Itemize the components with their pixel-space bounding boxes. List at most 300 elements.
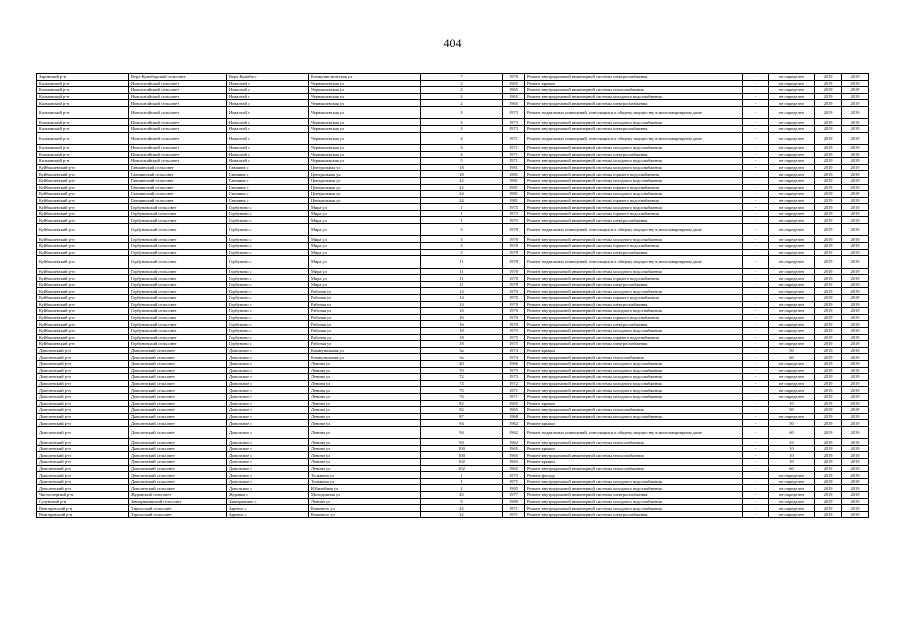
end-year-cell: 2019 <box>842 256 869 268</box>
street-cell: Мира ул <box>309 224 421 236</box>
street-cell: Ленина ул <box>309 465 421 472</box>
district-cell: Доволенский р-н <box>37 439 129 446</box>
street-cell: Ленина ул <box>309 407 421 414</box>
start-year-cell: 2019 <box>815 393 842 400</box>
house-number-cell: 2 <box>421 485 503 492</box>
year-cell: 1971 <box>503 505 525 512</box>
amount-cell: не определен <box>769 288 815 295</box>
council-cell: Горбуновский сельсовет <box>129 236 227 243</box>
start-year-cell: 2019 <box>815 236 842 243</box>
council-cell: Журавский сельсовет <box>129 492 227 499</box>
dash-cell: - <box>743 151 769 158</box>
council-cell: Новоалтайский сельсовет <box>129 80 227 87</box>
district-cell: Венгеровский р-н <box>37 511 129 518</box>
district-cell: Доволенский р-н <box>37 367 129 374</box>
start-year-cell: 2019 <box>815 210 842 217</box>
settlement-cell: Новалтай с <box>227 144 309 151</box>
council-cell: Доволенский сельсовет <box>129 354 227 361</box>
district-cell: Доволенский р-н <box>37 465 129 472</box>
dash-cell: - <box>743 184 769 191</box>
house-number-cell: 3 <box>421 106 503 118</box>
dash-cell: - <box>743 511 769 518</box>
settlement-cell: Гавшина с <box>227 171 309 178</box>
start-year-cell: 2019 <box>815 74 842 81</box>
start-year-cell: 2019 <box>815 308 842 315</box>
district-cell: Калманский р-н <box>37 158 129 165</box>
dash-cell: - <box>743 87 769 94</box>
district-cell: Куйбышевский р-н <box>37 171 129 178</box>
dash-cell: - <box>743 327 769 334</box>
amount-cell: не определен <box>769 236 815 243</box>
house-number-cell: 7 <box>421 74 503 81</box>
start-year-cell: 2019 <box>815 374 842 381</box>
work-type-cell: Ремонт внутридомовой инженерной системы холодного водоснабжения <box>525 393 743 400</box>
house-number-cell: 100 <box>421 452 503 459</box>
settlement-cell: Горбуново с <box>227 210 309 217</box>
amount-cell: 55 <box>769 439 815 446</box>
street-cell: Рабочая ул <box>309 288 421 295</box>
house-number-cell: 18 <box>421 171 503 178</box>
start-year-cell: 2019 <box>815 347 842 354</box>
start-year-cell: 2019 <box>815 321 842 328</box>
street-cell: Ленина ул <box>309 420 421 427</box>
district-cell: Доволенский р-н <box>37 360 129 367</box>
settlement-cell: Довольное с <box>227 485 309 492</box>
amount-cell: не определен <box>769 314 815 321</box>
start-year-cell: 2019 <box>815 268 842 275</box>
end-year-cell: 2019 <box>842 151 869 158</box>
street-cell: Центральная ул <box>309 171 421 178</box>
settlement-cell: Гавшина с <box>227 197 309 204</box>
street-cell: Чернышевская ул <box>309 106 421 118</box>
house-number-cell: 94 <box>421 420 503 427</box>
start-year-cell: 2019 <box>815 158 842 165</box>
amount-cell: не определен <box>769 327 815 334</box>
work-type-cell: Ремонт внутридомовой инженерной системы теплоснабжения <box>525 87 743 94</box>
start-year-cell: 2019 <box>815 354 842 361</box>
year-cell: 1970 <box>503 308 525 315</box>
year-cell: 1973 <box>503 374 525 381</box>
end-year-cell: 2019 <box>842 374 869 381</box>
work-type-cell: Ремонт внутридомовой инженерной системы горячего водоснабжения <box>525 197 743 204</box>
year-cell: 1965 <box>503 465 525 472</box>
district-cell: Куйбышевский р-н <box>37 177 129 184</box>
work-type-cell: Ремонт внутридомовой инженерной системы холодного водоснабжения <box>525 308 743 315</box>
amount-cell: не определен <box>769 144 815 151</box>
end-year-cell: 2019 <box>842 210 869 217</box>
start-year-cell: 2019 <box>815 295 842 302</box>
amount-cell: не определен <box>769 224 815 236</box>
street-cell: Ленина ул <box>309 393 421 400</box>
settlement-cell: Новалтай с <box>227 80 309 87</box>
end-year-cell: 2019 <box>842 413 869 420</box>
council-cell: Горбуновский сельсовет <box>129 281 227 288</box>
work-type-cell: Ремонт внутридомовой инженерной системы электроснабжения <box>525 125 743 132</box>
district-cell: Калманский р-н <box>37 93 129 100</box>
end-year-cell: 2019 <box>842 74 869 81</box>
amount-cell: не определен <box>769 217 815 224</box>
house-number-cell: 102 <box>421 465 503 472</box>
work-type-cell: Ремонт внутридомовой инженерной системы холодного водоснабжения <box>525 498 743 505</box>
work-type-cell: Ремонт подвальных помещений, относящихся к общему имуществу в многоквартирном доме <box>525 426 743 438</box>
end-year-cell: 2019 <box>842 321 869 328</box>
district-cell: Куйбышевский р-н <box>37 236 129 243</box>
house-number-cell: 102 <box>421 459 503 466</box>
settlement-cell: Новалтай с <box>227 132 309 144</box>
street-cell: Молодежная ул <box>309 492 421 499</box>
settlement-cell: Гавшина с <box>227 164 309 171</box>
table-row <box>37 439 869 446</box>
end-year-cell: 2019 <box>842 164 869 171</box>
year-cell: 1962 <box>503 426 525 438</box>
end-year-cell: 2019 <box>842 334 869 341</box>
work-type-cell: Ремонт внутридомовой инженерной системы электроснабжения <box>525 74 743 81</box>
council-cell: Гавшинский сельсовет <box>129 177 227 184</box>
council-cell: Горбуновский сельсовет <box>129 327 227 334</box>
house-number-cell: 2 <box>421 93 503 100</box>
house-number-cell: 16 <box>421 321 503 328</box>
street-cell: Мира ул <box>309 210 421 217</box>
dash-cell: - <box>743 236 769 243</box>
district-cell: Куйбышевский р-н <box>37 197 129 204</box>
amount-cell: не определен <box>769 472 815 479</box>
table-row <box>37 224 869 236</box>
work-type-cell: Ремонт внутридомовой инженерной системы холодного водоснабжения <box>525 327 743 334</box>
end-year-cell: 2019 <box>842 341 869 348</box>
street-cell: Мира ул <box>309 256 421 268</box>
house-number-cell: 4 <box>421 151 503 158</box>
start-year-cell: 2019 <box>815 144 842 151</box>
work-type-cell: Ремонт крыши <box>525 400 743 407</box>
year-cell: 1975 <box>503 217 525 224</box>
amount-cell: 10 <box>769 452 815 459</box>
district-cell: Куйбышевский р-н <box>37 301 129 308</box>
start-year-cell: 2019 <box>815 100 842 107</box>
dash-cell: - <box>743 387 769 394</box>
street-cell: Ленина ул <box>309 459 421 466</box>
council-cell: Доволенский сельсовет <box>129 393 227 400</box>
council-cell: Доволенский сельсовет <box>129 367 227 374</box>
district-cell: Доволенский р-н <box>37 426 129 438</box>
council-cell: Доволенский сельсовет <box>129 445 227 452</box>
house-number-cell: 24 <box>421 197 503 204</box>
dash-cell: - <box>743 485 769 492</box>
year-cell: 1965 <box>503 407 525 414</box>
amount-cell: не определен <box>769 106 815 118</box>
year-cell: 1975 <box>503 472 525 479</box>
dash-cell: - <box>743 439 769 446</box>
work-type-cell: Ремонт внутридомовой инженерной системы теплоснабжения <box>525 354 743 361</box>
dash-cell: - <box>743 171 769 178</box>
table-row <box>37 275 869 282</box>
street-cell: Рабочая ул <box>309 308 421 315</box>
dash-cell: - <box>743 288 769 295</box>
end-year-cell: 2019 <box>842 393 869 400</box>
house-number-cell: 3 <box>421 224 503 236</box>
work-type-cell: Ремонт внутридомовой инженерной системы холодного водоснабжения <box>525 413 743 420</box>
district-cell: Калманский р-н <box>37 87 129 94</box>
end-year-cell: 2019 <box>842 327 869 334</box>
table-row <box>37 393 869 400</box>
amount-cell: не определен <box>769 498 815 505</box>
council-cell: Горбуновский сельсовет <box>129 204 227 211</box>
year-cell: 1970 <box>503 301 525 308</box>
dash-cell: - <box>743 321 769 328</box>
settlement-cell: Новалтай с <box>227 106 309 118</box>
table-row <box>37 144 869 151</box>
end-year-cell: 2019 <box>842 171 869 178</box>
start-year-cell: 2019 <box>815 334 842 341</box>
work-type-cell: Ремонт внутридомовой инженерной системы холодного водоснабжения <box>525 478 743 485</box>
council-cell: Новоалтайский сельсовет <box>129 151 227 158</box>
start-year-cell: 2019 <box>815 171 842 178</box>
dash-cell: - <box>743 224 769 236</box>
work-type-cell: Ремонт внутридомовой инженерной системы холодного водоснабжения <box>525 288 743 295</box>
end-year-cell: 2019 <box>842 505 869 512</box>
street-cell: Тельмана ул <box>309 472 421 479</box>
district-cell: Доволенский р-н <box>37 354 129 361</box>
house-number-cell: 4 <box>421 144 503 151</box>
work-type-cell: Ремонт внутридомовой инженерной системы теплоснабжения <box>525 439 743 446</box>
start-year-cell: 2019 <box>815 243 842 250</box>
amount-cell: не определен <box>769 492 815 499</box>
year-cell: 1975 <box>503 341 525 348</box>
amount-cell: 10 <box>769 400 815 407</box>
street-cell: Мира ул <box>309 268 421 275</box>
start-year-cell: 2019 <box>815 281 842 288</box>
house-number-cell: 14 <box>421 295 503 302</box>
district-cell: Доволенский р-н <box>37 347 129 354</box>
dash-cell: - <box>743 275 769 282</box>
settlement-cell: Горбуново с <box>227 308 309 315</box>
year-cell: 1971 <box>503 151 525 158</box>
settlement-cell: Горбуново с <box>227 268 309 275</box>
street-cell: Мира ул <box>309 217 421 224</box>
end-year-cell: 2019 <box>842 308 869 315</box>
work-type-cell: Ремонт внутридомовой инженерной системы теплоснабжения <box>525 465 743 472</box>
work-type-cell: Ремонт внутридомовой инженерной системы холодного водоснабжения <box>525 387 743 394</box>
table-row <box>37 210 869 217</box>
street-cell: Рабочая ул <box>309 341 421 348</box>
year-cell: 1965 <box>503 485 525 492</box>
dash-cell: - <box>743 459 769 466</box>
work-type-cell: Ремонт внутридомовой инженерной системы холодного водоснабжения <box>525 367 743 374</box>
year-cell: 1981 <box>503 171 525 178</box>
council-cell: Новоалтайский сельсовет <box>129 106 227 118</box>
house-number-cell: 1 <box>421 478 503 485</box>
house-number-cell: 22 <box>421 511 503 518</box>
dash-cell: - <box>743 452 769 459</box>
district-cell: Калманский р-н <box>37 132 129 144</box>
amount-cell: не определен <box>769 151 815 158</box>
table-row <box>37 327 869 334</box>
table-row <box>37 249 869 256</box>
district-cell: Доволенский р-н <box>37 393 129 400</box>
table-row <box>37 314 869 321</box>
council-cell: Доволенский сельсовет <box>129 439 227 446</box>
table-row <box>37 407 869 414</box>
settlement-cell: Новалтай с <box>227 100 309 107</box>
settlement-cell: Горбуново с <box>227 301 309 308</box>
end-year-cell: 2019 <box>842 445 869 452</box>
street-cell: Ленина ул <box>309 374 421 381</box>
amount-cell: не определен <box>769 191 815 198</box>
district-cell: Заринский р-н <box>37 74 129 81</box>
dash-cell: - <box>743 347 769 354</box>
dash-cell: - <box>743 106 769 118</box>
year-cell: 1978 <box>503 275 525 282</box>
table-row <box>37 164 869 171</box>
dash-cell: - <box>743 210 769 217</box>
table-row <box>37 308 869 315</box>
work-type-cell: Ремонт внутридомовой инженерной системы холодного водоснабжения <box>525 360 743 367</box>
year-cell: 1978 <box>503 249 525 256</box>
settlement-cell: Довольное с <box>227 465 309 472</box>
table-row <box>37 492 869 499</box>
end-year-cell: 2019 <box>842 177 869 184</box>
end-year-cell: 2019 <box>842 268 869 275</box>
table-row <box>37 472 869 479</box>
table-row <box>37 400 869 407</box>
house-number-cell: 5 <box>421 158 503 165</box>
year-cell: 1970 <box>503 288 525 295</box>
council-cell: Новоалтайский сельсовет <box>129 93 227 100</box>
street-cell: Кошевого ул <box>309 505 421 512</box>
end-year-cell: 2019 <box>842 191 869 198</box>
year-cell: 1968 <box>503 413 525 420</box>
dash-cell: - <box>743 74 769 81</box>
settlement-cell: Горбуново с <box>227 321 309 328</box>
table-row <box>37 132 869 144</box>
amount-cell: не определен <box>769 177 815 184</box>
start-year-cell: 2019 <box>815 177 842 184</box>
year-cell: 1962 <box>503 439 525 446</box>
house-number-cell: 3 <box>421 119 503 126</box>
work-type-cell: Ремонт внутридомовой инженерной системы электроснабжения <box>525 249 743 256</box>
work-type-cell: Ремонт крыши <box>525 445 743 452</box>
year-cell: 1977 <box>503 492 525 499</box>
street-cell: Юбилейная ул <box>309 485 421 492</box>
work-type-cell: Ремонт внутридомовой инженерной системы холодного водоснабжения <box>525 119 743 126</box>
start-year-cell: 2019 <box>815 314 842 321</box>
year-cell: 1971 <box>503 132 525 144</box>
council-cell: Доволенский сельсовет <box>129 452 227 459</box>
end-year-cell: 2019 <box>842 119 869 126</box>
street-cell: Ленина ул <box>309 400 421 407</box>
district-cell: Куйбышевский р-н <box>37 243 129 250</box>
amount-cell: не определен <box>769 413 815 420</box>
amount-cell: не определен <box>769 334 815 341</box>
settlement-cell: Горбуново с <box>227 281 309 288</box>
work-type-cell: Ремонт внутридомовой инженерной системы холодного водоснабжения <box>525 268 743 275</box>
settlement-cell: Довольное с <box>227 439 309 446</box>
work-type-cell: Ремонт внутридомовой инженерной системы горячего водоснабжения <box>525 243 743 250</box>
district-cell: Куйбышевский р-н <box>37 256 129 268</box>
settlement-cell: Довольное с <box>227 400 309 407</box>
end-year-cell: 2019 <box>842 347 869 354</box>
amount-cell: не определен <box>769 158 815 165</box>
amount-cell: не определен <box>769 505 815 512</box>
year-cell: 1978 <box>503 243 525 250</box>
settlement-cell: Новалтай с <box>227 125 309 132</box>
house-number-cell: 11 <box>421 275 503 282</box>
work-type-cell: Ремонт внутридомовой инженерной системы холодного водоснабжения <box>525 177 743 184</box>
start-year-cell: 2019 <box>815 288 842 295</box>
council-cell: Новоалтайский сельсовет <box>129 87 227 94</box>
table-row <box>37 204 869 211</box>
district-cell: Куйбышевский р-н <box>37 191 129 198</box>
district-cell: Куйбышевский р-н <box>37 314 129 321</box>
start-year-cell: 2019 <box>815 505 842 512</box>
district-cell: Куйбышевский р-н <box>37 321 129 328</box>
house-number-cell: 9 <box>421 498 503 505</box>
dash-cell: - <box>743 314 769 321</box>
council-cell: Гавшинский сельсовет <box>129 184 227 191</box>
start-year-cell: 2019 <box>815 498 842 505</box>
house-number-cell: 1 <box>421 217 503 224</box>
end-year-cell: 2019 <box>842 236 869 243</box>
end-year-cell: 2019 <box>842 360 869 367</box>
house-number-cell: 100 <box>421 445 503 452</box>
district-cell: Калманский р-н <box>37 119 129 126</box>
house-number-cell: 14 <box>421 301 503 308</box>
dash-cell: - <box>743 400 769 407</box>
amount-cell: не определен <box>769 341 815 348</box>
end-year-cell: 2019 <box>842 400 869 407</box>
district-cell: Доволенский р-н <box>37 452 129 459</box>
dash-cell: - <box>743 197 769 204</box>
work-type-cell: Ремонт внутридомовой инженерной системы холодного водоснабжения <box>525 164 743 171</box>
dash-cell: - <box>743 498 769 505</box>
house-number-cell: 3 <box>421 249 503 256</box>
district-cell: Доволенский р-н <box>37 472 129 479</box>
table-row <box>37 80 869 87</box>
start-year-cell: 2019 <box>815 478 842 485</box>
settlement-cell: Довольное с <box>227 387 309 394</box>
amount-cell: не определен <box>769 360 815 367</box>
council-cell: Горбуновский сельсовет <box>129 308 227 315</box>
settlement-cell: Горбуново с <box>227 236 309 243</box>
amount-cell: не определен <box>769 80 815 87</box>
dash-cell: - <box>743 144 769 151</box>
house-number-cell: 11 <box>421 281 503 288</box>
council-cell: Горбуновский сельсовет <box>129 256 227 268</box>
street-cell: Ленина ул <box>309 367 421 374</box>
street-cell: Ленина ул <box>309 413 421 420</box>
district-cell: Доволенский р-н <box>37 459 129 466</box>
work-type-cell: Ремонт внутридомовой инженерной системы горячего водоснабжения <box>525 184 743 191</box>
amount-cell: не определен <box>769 321 815 328</box>
house-number-cell: 24 <box>421 191 503 198</box>
work-type-cell: Ремонт подвальных помещений, относящихся к общему имуществу в многоквартирном доме <box>525 132 743 144</box>
start-year-cell: 2019 <box>815 387 842 394</box>
street-cell: Коммунальная ул <box>309 347 421 354</box>
dash-cell: - <box>743 100 769 107</box>
end-year-cell: 2019 <box>842 204 869 211</box>
start-year-cell: 2019 <box>815 439 842 446</box>
dash-cell: - <box>743 125 769 132</box>
settlement-cell: Довольное с <box>227 393 309 400</box>
street-cell: Рабочая ул <box>309 334 421 341</box>
council-cell: Доволенский сельсовет <box>129 478 227 485</box>
amount-cell: 50 <box>769 347 815 354</box>
council-cell: Доволенский сельсовет <box>129 400 227 407</box>
amount-cell: 50 <box>769 407 815 414</box>
house-number-cell: 82 <box>421 407 503 414</box>
street-cell: Ленина ул <box>309 439 421 446</box>
amount-cell: не определен <box>769 243 815 250</box>
street-cell: Ленина ул <box>309 387 421 394</box>
